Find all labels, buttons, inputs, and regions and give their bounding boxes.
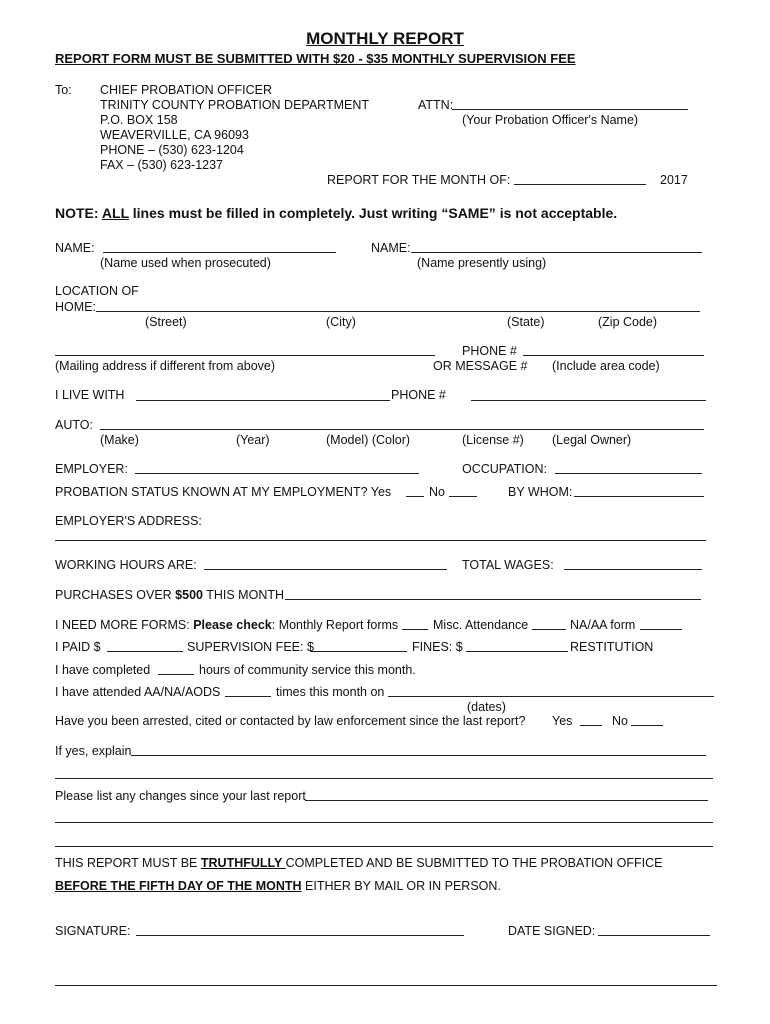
phone-field[interactable] xyxy=(523,355,704,356)
changes-field-3[interactable] xyxy=(55,846,713,847)
community-hours-field[interactable] xyxy=(158,674,194,675)
street-hint: (Street) xyxy=(145,315,187,329)
report-year: 2017 xyxy=(660,173,688,187)
page-title: MONTHLY REPORT xyxy=(306,29,464,48)
city-hint: (City) xyxy=(326,315,356,329)
explain-field-2[interactable] xyxy=(55,778,713,779)
status-no-label: No xyxy=(429,485,445,499)
community-prefix: I have completed xyxy=(55,663,151,677)
date-signed-label: DATE SIGNED: xyxy=(508,924,596,938)
changes-label: Please list any changes since your last report xyxy=(55,789,306,803)
address-line-5: PHONE – (530) 623-1204 xyxy=(100,143,244,157)
footer-line-2: BEFORE THE FIFTH DAY OF THE MONTH EITHER BY MAIL OR IN PERSON. xyxy=(55,879,501,893)
arrest-no-label: No xyxy=(612,714,628,728)
name-present-label: NAME: xyxy=(371,241,411,255)
explain-label: If yes, explain xyxy=(55,744,132,758)
fines-label: FINES: $ xyxy=(412,640,463,654)
naaa-form-field[interactable] xyxy=(640,629,682,630)
attn-field[interactable] xyxy=(452,109,688,110)
total-wages-label: TOTAL WAGES: xyxy=(462,558,554,572)
home-address-field[interactable] xyxy=(96,311,700,312)
report-month-field[interactable] xyxy=(514,184,646,185)
address-line-1: CHIEF PROBATION OFFICER xyxy=(100,83,272,97)
name-present-field[interactable] xyxy=(411,252,702,253)
live-with-label: I LIVE WITH xyxy=(55,388,125,402)
auto-label: AUTO: xyxy=(55,418,93,432)
name-label: NAME: xyxy=(55,241,95,255)
working-hours-label: WORKING HOURS ARE: xyxy=(55,558,197,572)
phone-label: PHONE # xyxy=(462,344,517,358)
meetings-count-field[interactable] xyxy=(225,696,271,697)
footer-line-1: THIS REPORT MUST BE TRUTHFULLY COMPLETED AND BE SUBMITTED TO THE PROBATION OFFICE xyxy=(55,856,663,870)
status-question: PROBATION STATUS KNOWN AT MY EMPLOYMENT? Yes xyxy=(55,485,392,499)
monthly-forms-field[interactable] xyxy=(402,629,428,630)
name-prosecuted-field[interactable] xyxy=(103,252,336,253)
status-no-field[interactable] xyxy=(449,496,477,497)
auto-field[interactable] xyxy=(100,429,704,430)
changes-field-2[interactable] xyxy=(55,822,713,823)
attn-label: ATTN: xyxy=(418,98,454,112)
to-label: To: xyxy=(55,83,72,97)
location-label-1: LOCATION OF xyxy=(55,284,139,298)
name-prosecuted-hint: (Name used when prosecuted) xyxy=(100,256,271,270)
occupation-label: OCCUPATION: xyxy=(462,462,547,476)
name-present-hint: (Name presently using) xyxy=(417,256,547,270)
date-signed-field[interactable] xyxy=(598,935,710,936)
meetings-suffix: times this month on xyxy=(276,685,385,699)
explain-field-1[interactable] xyxy=(131,755,706,756)
report-month-label: REPORT FOR THE MONTH OF: xyxy=(327,173,511,187)
fines-field[interactable] xyxy=(466,651,568,652)
supervision-fee-label: SUPERVISION FEE: $ xyxy=(187,640,314,654)
occupation-field[interactable] xyxy=(555,473,702,474)
auto-make-hint: (Make) xyxy=(100,433,139,447)
state-hint: (State) xyxy=(507,315,545,329)
misc-attendance-field[interactable] xyxy=(532,629,566,630)
or-message-label: OR MESSAGE # xyxy=(433,359,528,373)
address-line-4: WEAVERVILLE, CA 96093 xyxy=(100,128,249,142)
bottom-divider xyxy=(55,985,717,986)
page-subtitle: REPORT FORM MUST BE SUBMITTED WITH $20 - $35 MONTHLY SUPERVISION FEE xyxy=(55,51,576,66)
employer-address-field[interactable] xyxy=(55,540,706,541)
paid-label: I PAID $ xyxy=(55,640,101,654)
area-code-hint: (Include area code) xyxy=(552,359,660,373)
supervision-fee-field[interactable] xyxy=(310,651,407,652)
zip-hint: (Zip Code) xyxy=(598,315,658,329)
note-text: NOTE: ALL lines must be filled in completely. Just writing “SAME” is not acceptable. xyxy=(55,205,618,221)
by-whom-label: BY WHOM: xyxy=(508,485,573,499)
auto-license-hint: (License #) xyxy=(462,433,524,447)
misc-attendance-label: Misc. Attendance xyxy=(433,618,529,632)
live-with-field[interactable] xyxy=(136,400,390,401)
employer-address-label: EMPLOYER'S ADDRESS: xyxy=(55,514,202,528)
live-with-phone-label: PHONE # xyxy=(391,388,446,402)
signature-field[interactable] xyxy=(136,935,464,936)
arrest-question: Have you been arrested, cited or contacted by law enforcement since the last report? xyxy=(55,714,526,728)
arrest-yes-field[interactable] xyxy=(580,725,602,726)
restitution-label: RESTITUTION xyxy=(570,640,654,654)
meetings-dates-hint: (dates) xyxy=(467,700,506,714)
auto-owner-hint: (Legal Owner) xyxy=(552,433,632,447)
purchases-label: PURCHASES OVER $500 THIS MONTH xyxy=(55,588,285,602)
mailing-address-field[interactable] xyxy=(55,355,435,356)
address-line-6: FAX – (530) 623-1237 xyxy=(100,158,223,172)
auto-year-hint: (Year) xyxy=(236,433,270,447)
address-line-2: TRINITY COUNTY PROBATION DEPARTMENT xyxy=(100,98,370,112)
forms-label: I NEED MORE FORMS: Please check: Monthly Report forms xyxy=(55,618,399,632)
location-label-2: HOME: xyxy=(55,300,96,314)
status-yes-field[interactable] xyxy=(406,496,424,497)
changes-field-1[interactable] xyxy=(305,800,708,801)
arrest-yes-label: Yes xyxy=(552,714,573,728)
employer-field[interactable] xyxy=(135,473,419,474)
attn-hint: (Your Probation Officer's Name) xyxy=(462,113,639,127)
by-whom-field[interactable] xyxy=(574,496,704,497)
live-with-phone-field[interactable] xyxy=(471,400,706,401)
meetings-prefix: I have attended AA/NA/AODS xyxy=(55,685,221,699)
address-line-3: P.O. BOX 158 xyxy=(100,113,178,127)
arrest-no-field[interactable] xyxy=(631,725,663,726)
signature-label: SIGNATURE: xyxy=(55,924,131,938)
naaa-form-label: NA/AA form xyxy=(570,618,636,632)
total-wages-field[interactable] xyxy=(564,569,702,570)
auto-model-hint: (Model) (Color) xyxy=(326,433,411,447)
purchases-field[interactable] xyxy=(285,599,701,600)
working-hours-field[interactable] xyxy=(204,569,447,570)
paid-field[interactable] xyxy=(107,651,183,652)
employer-label: EMPLOYER: xyxy=(55,462,128,476)
mailing-hint: (Mailing address if different from above) xyxy=(55,359,276,373)
meeting-dates-field[interactable] xyxy=(388,696,714,697)
community-suffix: hours of community service this month. xyxy=(199,663,416,677)
